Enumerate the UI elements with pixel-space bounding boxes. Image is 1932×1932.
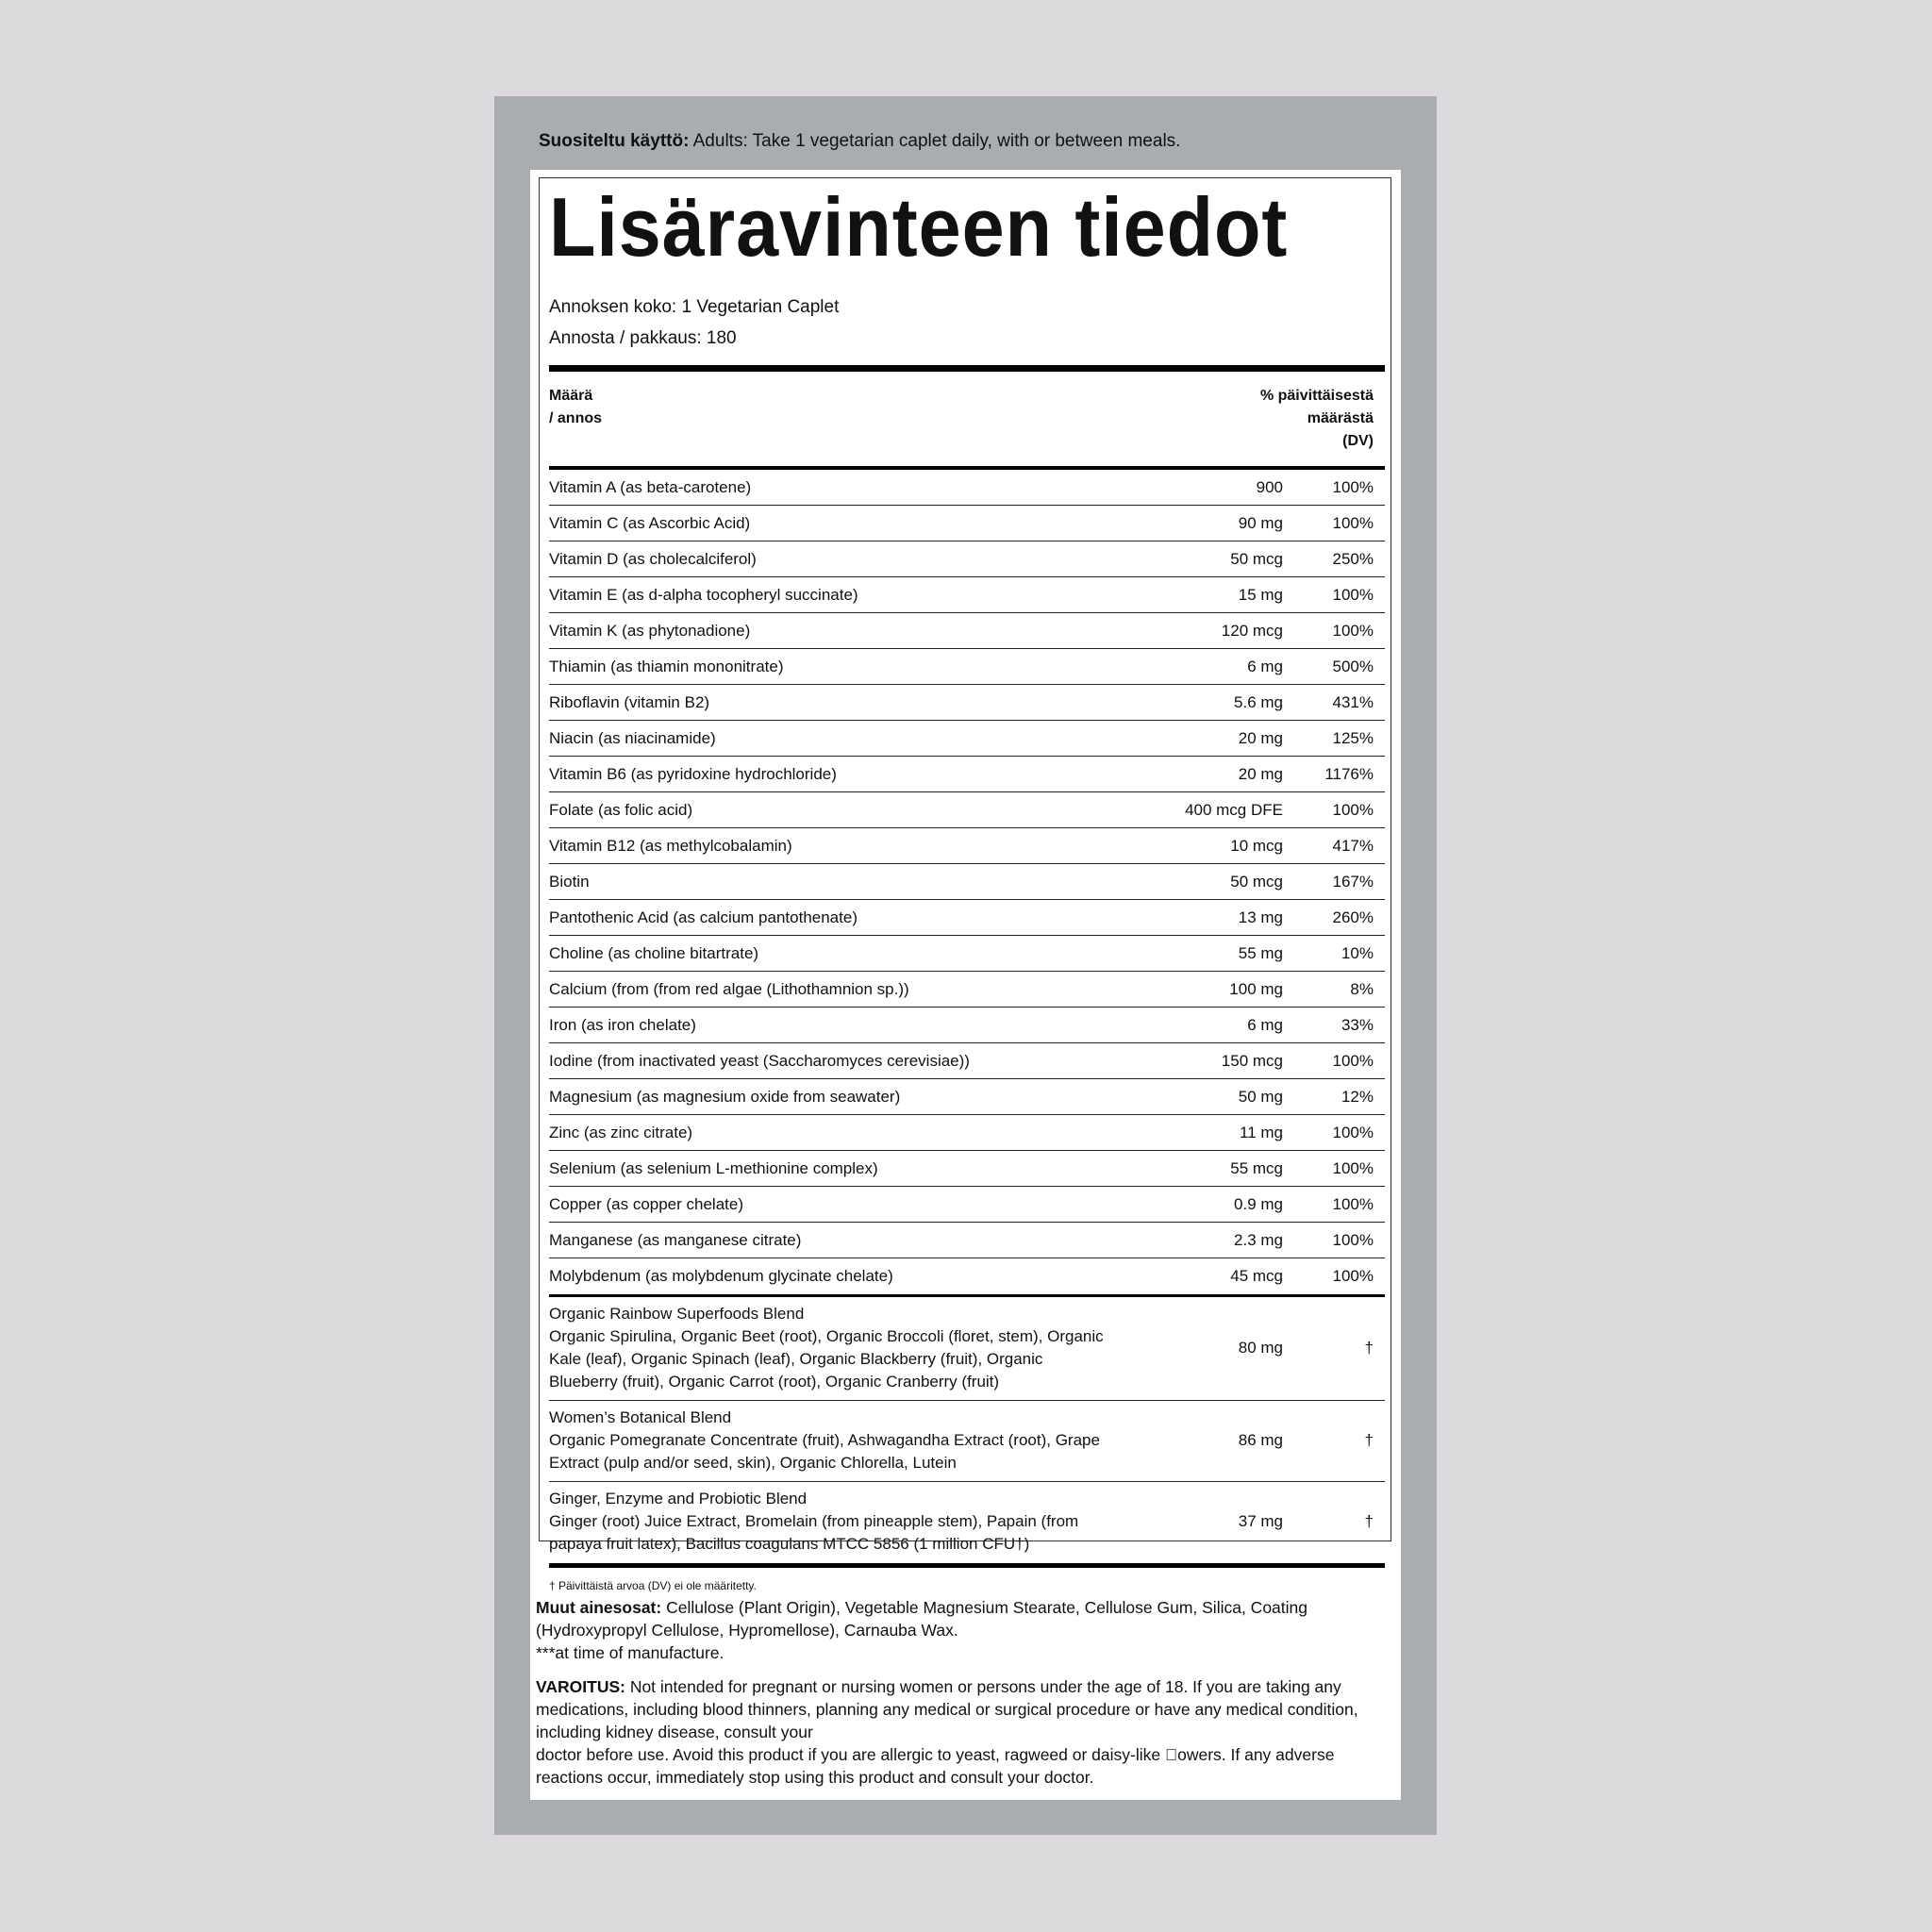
nutrient-name: Vitamin A (as beta-carotene): [549, 477, 752, 496]
blend-ingredients: Organic Pomegranate Concentrate (fruit), Ashwagandha Extract (root), Grape Extract (pulp and/or seed, skin), Organic Chlorella, Lutein: [549, 1430, 1100, 1472]
nutrient-dv: 260%: [1332, 908, 1374, 926]
nutrient-amount: 50 mcg: [1230, 549, 1283, 568]
nutrient-row: [549, 721, 1385, 757]
serving-info: [549, 291, 1385, 354]
nutrient-amount: 45 mcg: [1230, 1267, 1283, 1285]
blend-amount: 86 mg: [1238, 1430, 1283, 1449]
warning: [536, 1675, 1390, 1743]
nutrient-row: [549, 541, 1385, 577]
nutrient-row: [549, 900, 1385, 936]
nutrient-dv: 100%: [1332, 1230, 1374, 1249]
warning-text-2: doctor before use. Avoid this product if you are allergic to yeast, ragweed or daisy-like  owers. If any adverse reactions occur, immediately stop using this product and consult your doctor.: [536, 1745, 1335, 1787]
nutrient-dv: 33%: [1341, 1015, 1374, 1034]
facts-title: Lisäravinteen tiedot: [549, 180, 1289, 274]
header-amount: Määrä: [549, 388, 593, 404]
nutrient-dv: 8%: [1350, 979, 1374, 998]
directions-label: Suositeltu käyttö:: [539, 131, 690, 151]
nutrient-dv: 100%: [1332, 585, 1374, 604]
blend-dv: †: [1364, 1338, 1374, 1357]
nutrient-name: Niacin (as niacinamide): [549, 728, 716, 747]
supplement-label: [494, 96, 1437, 1835]
other-ingredients-text: Cellulose (Plant Origin), Vegetable Magnesium Stearate, Cellulose Gum, Silica, Coating (Hydroxypropyl Cellulose, Hypromellose), Carnauba Wax.: [536, 1598, 1308, 1640]
blend-ingredients: Ginger (root) Juice Extract, Bromelain (from pineapple stem), Papain (from papaya fruit latex), Bacillus coagulans MTCC 5856 (1 million CFU†): [549, 1512, 1079, 1553]
nutrient-name: Selenium (as selenium L-methionine complex): [549, 1158, 878, 1177]
nutrient-amount: 90 mg: [1238, 513, 1283, 532]
label-panel: [530, 170, 1401, 1800]
header-dv-1: % päivittäisestä: [1259, 388, 1374, 404]
nutrient-amount: 50 mcg: [1230, 872, 1283, 891]
nutrient-dv: 100%: [1332, 1158, 1374, 1177]
blend-ingredients: Organic Spirulina, Organic Beet (root), Organic Broccoli (floret, stem), Organic Kale (leaf), Organic Spinach (leaf), Organic Blackberry (fruit), Organic Blueberry (fruit), Organic Carrot (root), Organic Cranberry (fruit): [549, 1326, 1104, 1391]
header-per-serving: / annos: [549, 410, 603, 426]
nutrient-row: [549, 1079, 1385, 1115]
nutrient-row: [549, 577, 1385, 613]
nutrient-name: Thiamin (as thiamin mononitrate): [549, 657, 784, 675]
nutrient-amount: 13 mg: [1238, 908, 1283, 926]
nutrient-dv: 100%: [1332, 621, 1374, 640]
nutrient-dv: 500%: [1332, 657, 1374, 675]
nutrient-amount: 400 mcg DFE: [1185, 800, 1283, 819]
blend-name: Ginger, Enzyme and Probiotic Blend: [549, 1490, 808, 1507]
nutrient-amount: 10 mcg: [1230, 836, 1283, 855]
nutrient-row: [549, 1187, 1385, 1223]
other-ingredients: [536, 1596, 1390, 1641]
nutrient-name: Vitamin B6 (as pyridoxine hydrochloride): [549, 764, 837, 783]
directions: [539, 130, 1180, 153]
nutrient-amount: 6 mg: [1247, 1015, 1283, 1034]
nutrient-amount: 0.9 mg: [1234, 1194, 1283, 1213]
nutrient-name: Riboflavin (vitamin B2): [549, 692, 710, 711]
nutrient-row: [549, 1258, 1385, 1294]
other-ingredients-label: Muut ainesosat:: [536, 1598, 662, 1617]
header-dv-3: (DV): [1342, 433, 1374, 449]
nutrient-row: [549, 936, 1385, 972]
nutrient-dv: 100%: [1332, 1123, 1374, 1141]
nutrient-name: Folate (as folic acid): [549, 800, 693, 819]
nutrient-name: Vitamin B12 (as methylcobalamin): [549, 836, 792, 855]
nutrient-name: Pantothenic Acid (as calcium pantothenate): [549, 908, 858, 926]
nutrient-row: [549, 649, 1385, 685]
other-info: [536, 1596, 1390, 1789]
nutrient-dv: 100%: [1332, 1051, 1374, 1070]
blend-name: Women’s Botanical Blend: [549, 1407, 732, 1426]
nutrient-amount: 900: [1256, 477, 1283, 496]
nutrient-dv: 250%: [1332, 549, 1374, 568]
blend-dv: †: [1364, 1430, 1374, 1449]
nutrient-amount: 50 mg: [1238, 1087, 1283, 1106]
nutrient-name: Choline (as choline bitartrate): [549, 943, 759, 962]
nutrient-dv: 100%: [1332, 1267, 1374, 1285]
facts-table-header: [549, 372, 1385, 470]
nutrient-name: Calcium (from (from red algae (Lithothamnion sp.)): [549, 979, 909, 998]
nutrient-name: Iodine (from inactivated yeast (Saccharomyces cerevisiae)): [549, 1051, 970, 1070]
blend-row: [549, 1482, 1385, 1563]
nutrient-dv: 100%: [1332, 513, 1374, 532]
header-dv-2: määrästä: [1307, 410, 1374, 426]
nutrient-amount: 2.3 mg: [1234, 1230, 1283, 1249]
nutrient-dv: 100%: [1332, 800, 1374, 819]
nutrient-row: [549, 792, 1385, 828]
nutrient-name: Magnesium (as magnesium oxide from seawater): [549, 1087, 901, 1106]
blend-amount: 80 mg: [1238, 1338, 1283, 1357]
nutrient-amount: 5.6 mg: [1234, 692, 1283, 711]
directions-text: Adults: Take 1 vegetarian caplet daily, with or between meals.: [689, 131, 1181, 151]
nutrient-dv: 100%: [1332, 1194, 1374, 1213]
nutrient-row: [549, 972, 1385, 1008]
nutrient-row: [549, 613, 1385, 649]
nutrient-amount: 20 mg: [1238, 764, 1283, 783]
warning-label: VAROITUS:: [536, 1677, 625, 1696]
blend-dv: †: [1364, 1512, 1374, 1530]
nutrient-amount: 20 mg: [1238, 728, 1283, 747]
nutrient-amount: 150 mcg: [1221, 1051, 1283, 1070]
nutrient-amount: 55 mg: [1238, 943, 1283, 962]
blend-row: [549, 1297, 1385, 1401]
nutrient-name: Vitamin D (as cholecalciferol): [549, 549, 757, 568]
bottom-divider: [549, 1563, 1385, 1568]
nutrient-row: [549, 470, 1385, 506]
blend-amount: 37 mg: [1238, 1512, 1283, 1530]
nutrient-name: Zinc (as zinc citrate): [549, 1123, 693, 1141]
nutrient-amount: 15 mg: [1238, 585, 1283, 604]
nutrient-dv: 431%: [1332, 692, 1374, 711]
thick-divider: [549, 365, 1385, 372]
blend-row: [549, 1401, 1385, 1482]
servings-per-container: Annosta / pakkaus: 180: [549, 328, 737, 348]
nutrient-name: Vitamin C (as Ascorbic Acid): [549, 513, 751, 532]
supplement-facts-box: [539, 177, 1391, 1592]
warning-text-1: Not intended for pregnant or nursing women or persons under the age of 18. If you are taking any medications, including blood thinners, planning any medical or surgical procedure or have any medical condition, including kidney disease, consult your: [536, 1677, 1358, 1741]
nutrient-row: [549, 828, 1385, 864]
nutrient-dv: 100%: [1332, 477, 1374, 496]
nutrient-name: Manganese (as manganese citrate): [549, 1230, 802, 1249]
nutrient-amount: 11 mg: [1240, 1123, 1283, 1141]
nutrient-row: [549, 757, 1385, 792]
blend-rows: [549, 1297, 1385, 1563]
nutrient-name: Iron (as iron chelate): [549, 1015, 696, 1034]
nutrient-amount: 6 mg: [1247, 657, 1283, 675]
nutrient-amount: 120 mcg: [1221, 621, 1283, 640]
nutrient-dv: 12%: [1341, 1087, 1374, 1106]
footnote: † Päivittäistä arvoa (DV) ei ole määritetty.: [549, 1579, 757, 1592]
nutrient-row: [549, 864, 1385, 900]
nutrient-dv: 417%: [1332, 836, 1374, 855]
nutrient-row: [549, 506, 1385, 541]
nutrient-row: [549, 1115, 1385, 1151]
nutrient-row: [549, 685, 1385, 721]
blend-name: Organic Rainbow Superfoods Blend: [549, 1304, 805, 1323]
nutrient-name: Copper (as copper chelate): [549, 1194, 744, 1213]
nutrient-dv: 167%: [1332, 872, 1374, 891]
nutrient-rows: [549, 470, 1385, 1294]
nutrient-name: Vitamin K (as phytonadione): [549, 621, 751, 640]
manufacture-note: ***at time of manufacture.: [536, 1643, 724, 1662]
nutrient-name: Biotin: [549, 872, 590, 891]
nutrient-amount: 55 mcg: [1230, 1158, 1283, 1177]
nutrient-dv: 10%: [1341, 943, 1374, 962]
serving-size: Annoksen koko: 1 Vegetarian Caplet: [549, 297, 840, 317]
nutrient-dv: 125%: [1332, 728, 1374, 747]
nutrient-name: Molybdenum (as molybdenum glycinate chelate): [549, 1267, 893, 1285]
nutrient-dv: 1176%: [1324, 764, 1374, 783]
nutrient-amount: 100 mg: [1229, 979, 1283, 998]
nutrient-row: [549, 1151, 1385, 1187]
nutrient-row: [549, 1223, 1385, 1258]
nutrient-name: Vitamin E (as d-alpha tocopheryl succinate): [549, 585, 858, 604]
nutrient-row: [549, 1043, 1385, 1079]
nutrient-row: [549, 1008, 1385, 1043]
